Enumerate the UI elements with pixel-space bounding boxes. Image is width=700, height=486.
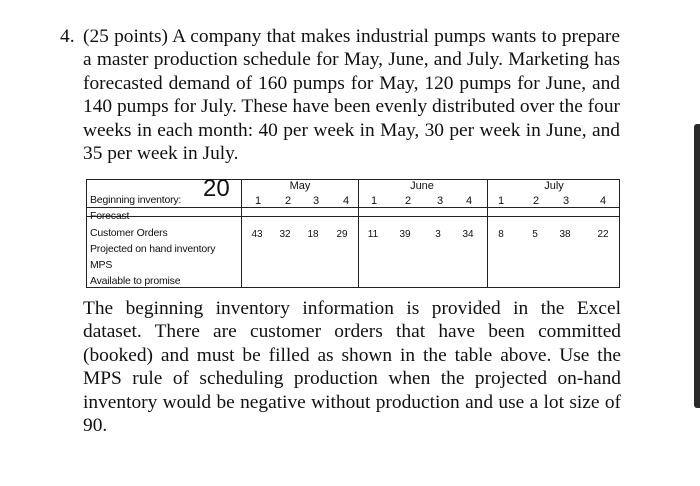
customer-order-value: 29 — [336, 229, 348, 240]
scrollbar[interactable] — [694, 124, 700, 408]
customer-order-value: 5 — [532, 229, 538, 240]
question-number: 4. — [60, 26, 75, 47]
week-number: 3 — [436, 195, 444, 207]
row-divider — [86, 216, 620, 217]
week-number: 4 — [342, 195, 350, 207]
week-number: 3 — [312, 195, 320, 207]
week-number: 3 — [562, 195, 570, 207]
week-number: 2 — [532, 195, 540, 207]
customer-order-value: 38 — [559, 229, 571, 240]
customer-order-value: 32 — [279, 229, 291, 240]
followup-paragraph: The beginning inventory information is provided in the Excel dataset. There are customer orders that have been committed (booked) and must be filled as shown in the table above. Use the MPS rule of scheduling production when the projected on-hand inventory would be negative without production and use a lot size of 90. — [83, 298, 621, 437]
customer-order-value: 22 — [597, 229, 609, 240]
question-paragraph — [60, 25, 620, 165]
customer-order-value: 8 — [498, 229, 504, 240]
row-label-forecast: Forecast — [90, 210, 130, 222]
mps-table — [86, 175, 620, 288]
customer-order-value: 3 — [435, 229, 441, 240]
week-number: 1 — [497, 195, 505, 207]
month-june: June — [410, 180, 434, 192]
customer-order-value: 34 — [462, 229, 474, 240]
row-label-mps: MPS — [90, 259, 113, 271]
beginning-inventory-value: 20 — [203, 175, 230, 202]
month-may: May — [289, 180, 311, 192]
beginning-inventory-label: Beginning inventory: — [90, 194, 182, 206]
customer-order-value: 18 — [307, 229, 319, 240]
week-number: 1 — [370, 195, 378, 207]
week-number: 4 — [599, 195, 607, 207]
week-number: 4 — [465, 195, 473, 207]
customer-order-value: 43 — [251, 229, 263, 240]
customer-order-value: 39 — [399, 229, 411, 240]
row-label-customer-orders: Customer Orders — [90, 227, 168, 239]
week-number: 2 — [284, 195, 292, 207]
customer-order-value: 11 — [367, 229, 379, 240]
week-number: 2 — [404, 195, 412, 207]
week-number: 1 — [254, 195, 262, 207]
row-label-projected: Projected on hand inventory — [90, 243, 216, 255]
row-label-atp: Available to promise — [90, 275, 181, 287]
month-july: July — [544, 180, 564, 192]
question-text: (25 points) A company that makes industrial pumps wants to prepare a master production schedule for May, June, and July. Marketing has forecasted demand of 160 pumps for May, 120 pumps for June, and 140 pumps for July. These have been evenly distributed over the four weeks in each month: 40 per week in May, 30 per week in June, and 35 per week in July. — [83, 26, 620, 165]
